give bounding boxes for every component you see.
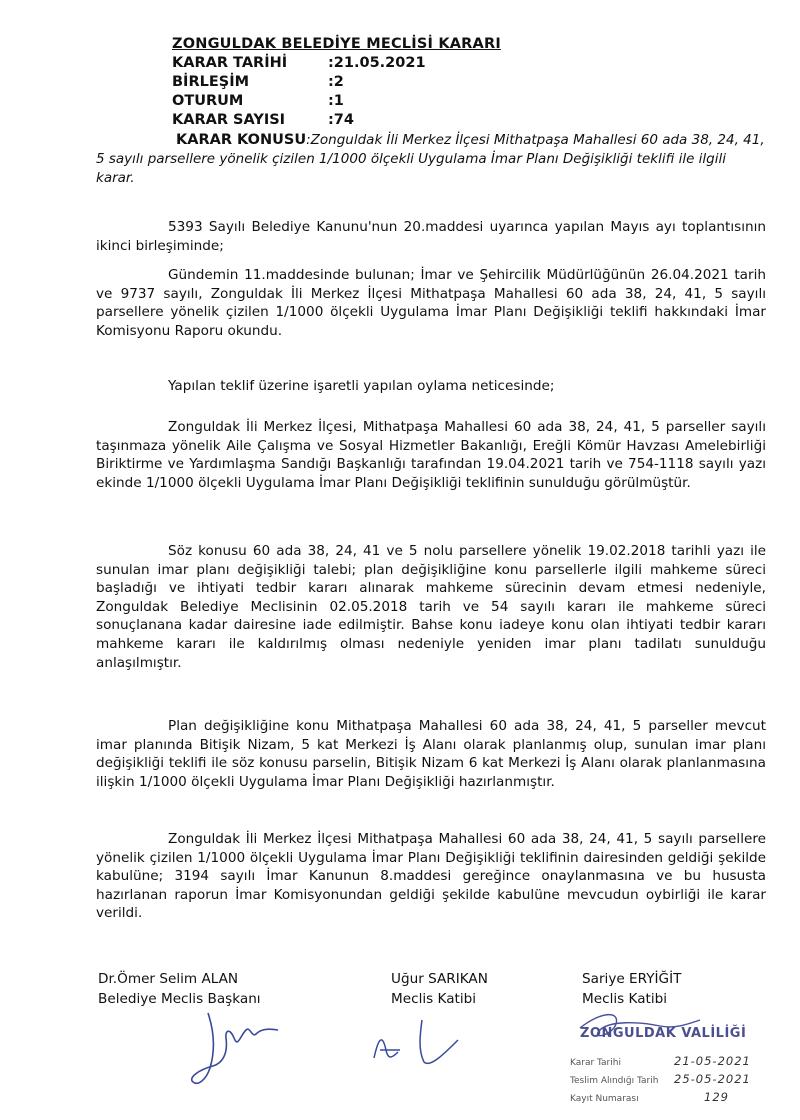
stamp-label: Kayıt Numarası	[570, 1094, 639, 1104]
stamp-title: ZONGULDAK VALİLİĞİ	[580, 1026, 747, 1041]
subject-label: KARAR KONUSU	[176, 132, 307, 148]
paragraph-1: 5393 Sayılı Belediye Kanunu'nun 20.maddesi uyarınca yapılan Mayıs ayı toplantısının ikinci birleşiminde;	[96, 219, 766, 254]
signer-name: Dr.Ömer Selim ALAN	[98, 971, 239, 987]
paragraph-3: Yapılan teklif üzerine işaretli yapılan oylama neticesinde;	[168, 378, 555, 394]
paragraph-4: Zonguldak İli Merkez İlçesi, Mithatpaşa Mahallesi 60 ada 38, 24, 41, 5 parseller sayılı taşınmaza yönelik Aile Çalışma ve Sosyal Hizmetler Bakanlığı, Ereğli Kömür Havzası Amelebirliği Biriktirme ve Yardımlaşma Sandığı Başkanlığı tarafından 19.04.2021 tarih ve 754-1118 sayılı yazı ekinde 1/1000 ölçekli Uygulama İmar Planı Değişikliği teklifinin sunulduğu görülmüştür.	[96, 419, 766, 491]
header-label: BİRLEŞİM	[172, 74, 250, 90]
header-label: KARAR SAYISI	[172, 112, 286, 128]
decision-subject	[96, 131, 766, 188]
header-label: KARAR TARİHİ	[172, 55, 288, 71]
paragraph-2: Gündemin 11.maddesinde bulunan; İmar ve Şehircilik Müdürlüğünün 26.04.2021 tarih ve 9737 sayılı, Zonguldak İli Merkez İlçesi Mithatpaşa Mahallesi 60 ada 38, 24, 41, 5 sayılı parsellere yönelik çizilen 1/1000 ölçekli Uygulama İmar Planı Değişikliği teklifi hakkındaki İmar Komisyonu Raporu okundu.	[96, 267, 766, 339]
signer-title: Meclis Katibi	[582, 991, 668, 1007]
signature-block-president	[98, 969, 261, 1009]
paragraph-6: Plan değişikliğine konu Mithatpaşa Mahallesi 60 ada 38, 24, 41, 5 parseller mevcut imar planında Bitişik Nizam, 5 kat Merkezi İş Alanı olarak planlanmış olup, sunulan imar planı değişikliği teklifi ile söz konusu parselin, Bitişik Nizam 6 kat Merkezi İş Alanı olarak planlanmasına ilişkin 1/1000 ölçekli Uygulama İmar Planı Değişikliği hazırlanmıştır.	[96, 718, 766, 790]
registry-stamp	[556, 1014, 786, 1118]
signature-block-clerk-1	[391, 969, 488, 1009]
header-row-date	[172, 54, 501, 73]
header-value: :1	[328, 93, 344, 109]
stamp-label: Karar Tarihi	[570, 1058, 621, 1068]
document-title: ZONGULDAK BELEDİYE MECLİSİ KARARI	[172, 36, 501, 52]
handwritten-signature-clerk-1	[360, 1010, 480, 1070]
signer-name: Sariye ERYİĞİT	[582, 971, 682, 987]
signer-title: Belediye Meclis Başkanı	[98, 991, 261, 1007]
header-value: :74	[328, 112, 354, 128]
signer-name: Uğur SARIKAN	[391, 971, 488, 987]
stamp-value: 25-05-2021	[674, 1072, 751, 1086]
document-header	[172, 35, 501, 130]
paragraph-5: Söz konusu 60 ada 38, 24, 41 ve 5 nolu parsellere yönelik 19.02.2018 tarihli yazı ile sunulan imar planı değişikliği talebi; plan değişikliğine konu parsellerle ilgili mahkeme süreci başladığı ve ihtiyati tedbir kararı alınarak mahkeme sürecinin devam etmesi nedeniyle, Zonguldak Belediye Meclisinin 02.05.2018 tarih ve 54 sayılı kararı ile mahkeme süreci sonuçlanana kadar dairesine iade edilmiştir. Bahse konu iadeye konu olan ihtiyati tedbir kararı mahkeme kararı ile kaldırılmış olması nedeniyle yeniden imar planı tadilatı sunulduğu anlaşılmıştır.	[96, 543, 766, 671]
handwritten-signature-president	[168, 1008, 288, 1093]
header-value: :2	[328, 74, 344, 90]
subject-text: :Zonguldak İli Merkez İlçesi Mithatpaşa Mahallesi 60 ada 38, 24, 41, 5 sayılı parsellere yönelik çizilen 1/1000 ölçekli Uygulama İmar Planı Değişikliği teklifi ile ilgili karar.	[96, 132, 765, 186]
header-row-sitting	[172, 92, 501, 111]
header-row-number	[172, 111, 501, 130]
header-value: :21.05.2021	[328, 55, 426, 71]
signature-block-clerk-2	[582, 969, 681, 1009]
stamp-value: 21-05-2021	[674, 1054, 751, 1068]
paragraph-7: Zonguldak İli Merkez İlçesi Mithatpaşa Mahallesi 60 ada 38, 24, 41, 5 sayılı parsellere yönelik çizilen 1/1000 ölçekli Uygulama İmar Planı Değişikliği teklifinin dairesinden geldiği şekilde kabulüne; 3194 sayılı İmar Kanunun 8.maddesi gereğince onaylanmasına ve bu hususta hazırlanan raporun İmar Komisyonundan geldiği şekilde kabulüne mevcudun oybirliği ile karar verildi.	[96, 831, 766, 922]
stamp-value: 129	[704, 1090, 729, 1104]
stamp-label: Teslim Alındığı Tarih	[570, 1076, 659, 1086]
signer-title: Meclis Katibi	[391, 991, 477, 1007]
header-label: OTURUM	[172, 93, 244, 109]
header-row-session	[172, 73, 501, 92]
